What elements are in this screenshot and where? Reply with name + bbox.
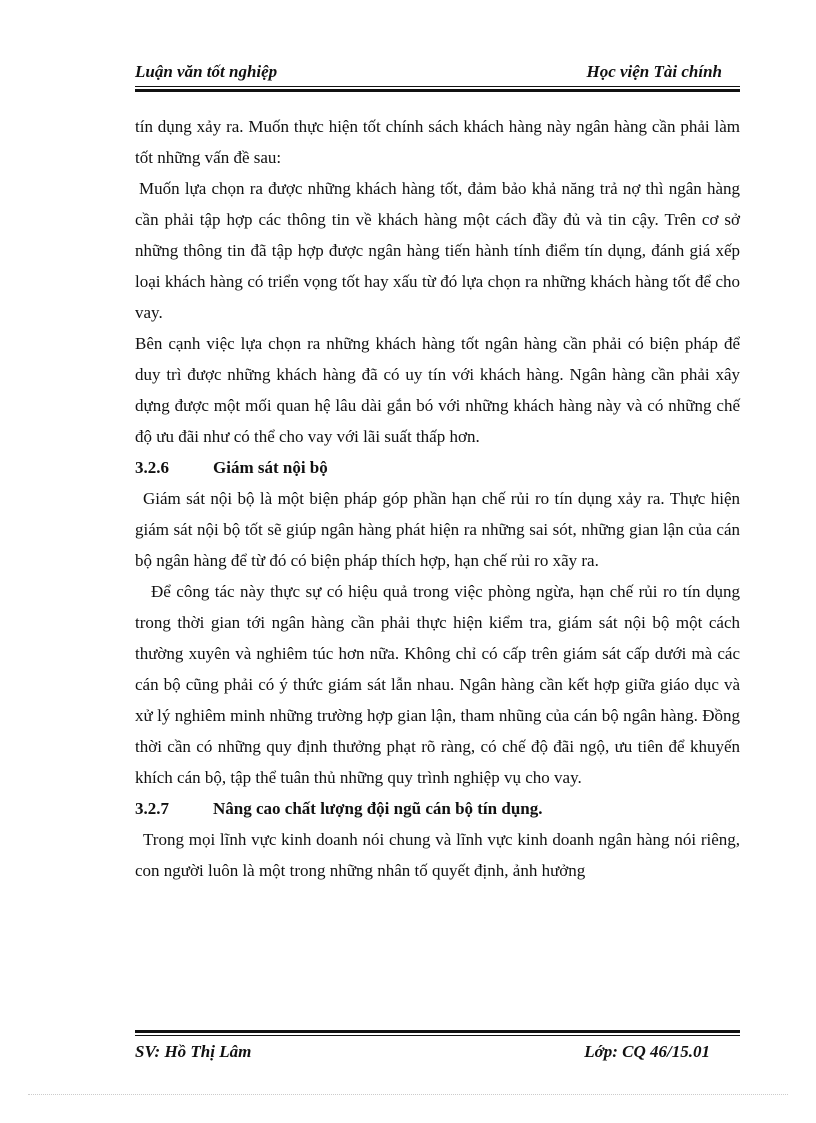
paragraph-4: Giám sát nội bộ là một biện pháp góp phần hạn chế rủi ro tín dụng xảy ra. Thực hiện giám sát nội bộ tốt sẽ giúp ngân hàng phát hiện ra những sai sót, những gian lận của cán bộ ngân hàng để từ đó có biện pháp thích hợp, hạn chế rủi ro xãy ra. (135, 489, 740, 570)
page-footer (135, 1042, 740, 1064)
header-rule-thick (135, 89, 740, 92)
page-header (135, 62, 740, 84)
page-edge-divider (28, 1094, 788, 1095)
footer-rule-thin (135, 1035, 740, 1036)
header-thesis-label: Luận văn tốt nghiệp (135, 62, 278, 81)
paragraph-6: Trong mọi lĩnh vực kinh doanh nói chung và lĩnh vực kinh doanh ngân hàng nói riêng, con người luôn là một trong những nhân tố quyết định, ảnh hưởng (135, 830, 740, 880)
section-heading-3-2-6 (135, 452, 740, 483)
section-title: Nâng cao chất lượng đội ngũ cán bộ tín dụng. (213, 799, 543, 818)
header-institution-label: Học viện Tài chính (586, 62, 722, 81)
footer-class-code: Lớp: CQ 46/15.01 (584, 1042, 710, 1061)
header-rule-thin (135, 86, 740, 87)
section-heading-3-2-7 (135, 793, 740, 824)
footer-rule-thick (135, 1030, 740, 1033)
footer-student-name: SV: Hồ Thị Lâm (135, 1042, 252, 1061)
paragraph-5: Để công tác này thực sự có hiệu quả trong việc phòng ngừa, hạn chế rủi ro tín dụng trong thời gian tới ngân hàng cần phải thực hiện kiểm tra, giám sát nội bộ một cách thường xuyên và nghiêm túc hơn nữa. Không chỉ có cấp trên giám sát cấp dưới mà các cán bộ cũng phải có ý thức giám sát lẫn nhau. Ngân hàng cần kết hợp giữa giáo dục và xử lý nghiêm minh những trường hợp gian lận, tham nhũng của cán bộ ngân hàng. Đồng thời cần có những quy định thưởng phạt rõ ràng, có chế độ đãi ngộ, ưu tiên để khuyến khích cán bộ, tập thể tuân thủ những quy trình nghiệp vụ cho vay. (135, 582, 740, 787)
section-number: 3.2.7 (135, 799, 169, 818)
section-title: Giám sát nội bộ (213, 458, 328, 477)
page-body (135, 111, 740, 886)
paragraph-2: Muốn lựa chọn ra được những khách hàng tốt, đảm bảo khả năng trả nợ thì ngân hàng cần phải tập hợp các thông tin về khách hàng một cách đầy đủ và tin cậy. Trên cơ sở những thông tin đã tập hợp được ngân hàng tiến hành tính điểm tín dụng, đánh giá xếp loại khách hàng có triển vọng tốt hay xấu từ đó lựa chọn ra những khách hàng tốt để cho vay. (135, 179, 740, 322)
paragraph-1: tín dụng xảy ra. Muốn thực hiện tốt chính sách khách hàng này ngân hàng cần phải làm tốt những vấn đề sau: (135, 117, 740, 167)
section-number: 3.2.6 (135, 458, 169, 477)
paragraph-3: Bên cạnh việc lựa chọn ra những khách hàng tốt ngân hàng cần phải có biện pháp để duy trì được những khách hàng đã có uy tín với khách hàng. Ngân hàng cần phải xây dựng được một mối quan hệ lâu dài gắn bó với những khách hàng này và có những chế độ ưu đãi như có thể cho vay với lãi suất thấp hơn. (135, 334, 740, 446)
